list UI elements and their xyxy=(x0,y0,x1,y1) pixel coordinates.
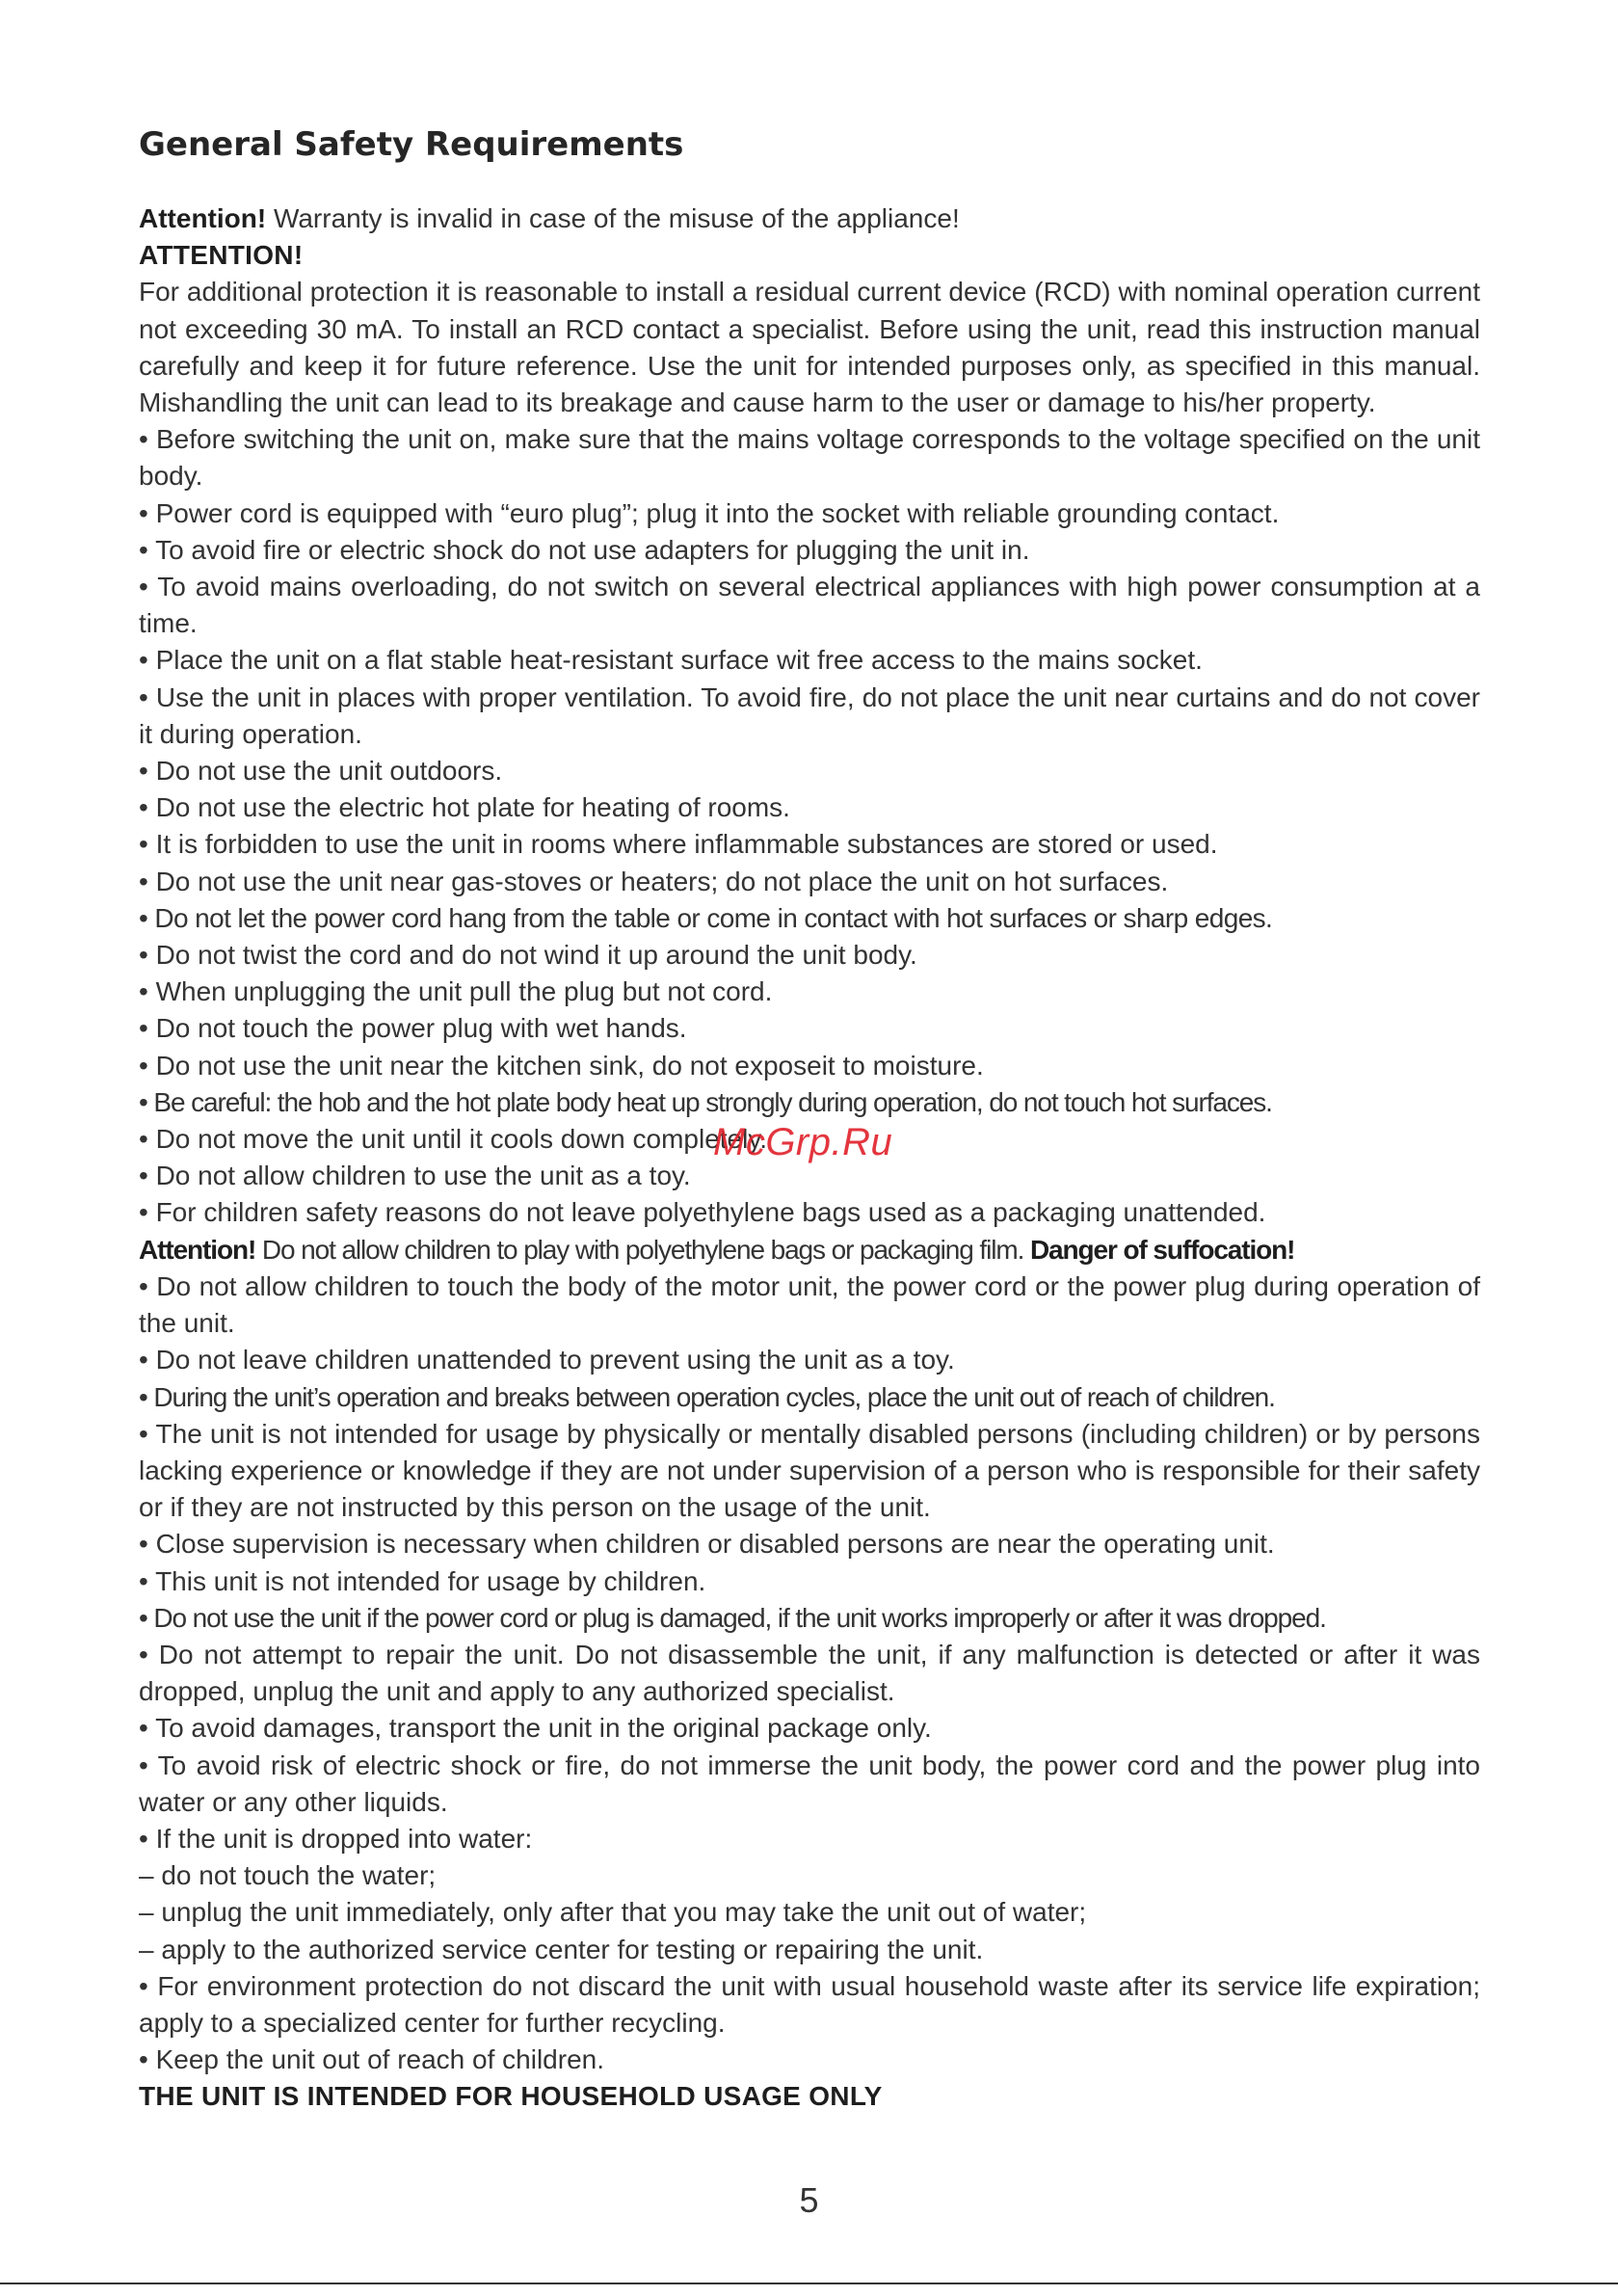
list-item: • When unplugging the unit pull the plug but not cord. xyxy=(139,976,773,1007)
list-item: • If the unit is dropped into water: xyxy=(139,1823,533,1854)
attention-label: Attention! xyxy=(139,203,267,233)
list-item: • Be careful: the hob and the hot plate body heat up strongly during operation, do not touch hot surfaces. xyxy=(139,1086,1272,1117)
attention-text: Do not allow children to play with polyethylene bags or packaging film. xyxy=(255,1234,1030,1265)
attention-heading: ATTENTION! xyxy=(139,240,304,271)
list-item: – unplug the unit immediately, only after that you may take the unit out of water; xyxy=(139,1897,1087,1928)
list-item: – do not touch the water; xyxy=(139,1860,437,1891)
list-item: • Do not allow children to use the unit as a toy. xyxy=(139,1161,691,1191)
list-item: • Keep the unit out of reach of children. xyxy=(139,2044,604,2075)
list-item: • Before switching the unit on, make sure that the mains voltage corresponds to the voltage specified on the unit body. xyxy=(139,424,1480,492)
list-item: • To avoid mains overloading, do not switch on several electrical appliances with high power consumption at a time. xyxy=(139,572,1480,639)
bottom-divider xyxy=(0,2283,1618,2284)
attention-label: Attention! xyxy=(139,1234,256,1265)
list-item: • For environment protection do not discard the unit with usual household waste after its service life expiration; apply to a specialized center for further recycling. xyxy=(139,1970,1480,2038)
list-item: – apply to the authorized service center for testing or repairing the unit. xyxy=(139,1934,984,1964)
list-item: • Close supervision is necessary when children or disabled persons are near the operating unit. xyxy=(139,1529,1275,1560)
list-item: • Place the unit on a flat stable heat-resistant surface wit free access to the mains socket. xyxy=(139,645,1203,676)
warranty-attention xyxy=(139,200,1480,237)
list-item: • To avoid damages, transport the unit in the original package only. xyxy=(139,1713,932,1744)
household-usage-notice: THE UNIT IS INTENDED FOR HOUSEHOLD USAGE ONLY xyxy=(139,2081,883,2112)
list-item: • Do not attempt to repair the unit. Do not disassemble the unit, if any malfunction is detected or after it was dropped, unplug the unit and apply to any authorized specialist. xyxy=(139,1639,1480,1707)
list-item: • Do not use the unit outdoors. xyxy=(139,756,503,787)
list-item: • Do not twist the cord and do not wind it up around the unit body. xyxy=(139,940,917,971)
list-item: • To avoid fire or electric shock do not use adapters for plugging the unit in. xyxy=(139,534,1030,565)
list-item: • Use the unit in places with proper ventilation. To avoid fire, do not place the unit near curtains and do not cover it during operation. xyxy=(139,681,1480,749)
page-title: General Safety Requirements xyxy=(139,125,684,164)
list-item: • To avoid risk of electric shock or fire, do not immerse the unit body, the power cord and the power plug into water or any other liquids. xyxy=(139,1749,1480,1817)
document-page xyxy=(139,123,1480,2116)
list-item: • Do not use the unit if the power cord or plug is damaged, if the unit works improperly or after it was dropped. xyxy=(139,1602,1326,1633)
list-item: • During the unit’s operation and breaks between operation cycles, place the unit out of reach of children. xyxy=(139,1381,1275,1412)
list-item: • Do not use the unit near the kitchen sink, do not exposeit to moisture. xyxy=(139,1050,984,1081)
list-item: • Do not leave children unattended to prevent using the unit as a toy. xyxy=(139,1345,955,1375)
list-item: • Do not touch the power plug with wet hands. xyxy=(139,1013,687,1044)
list-item: • For children safety reasons do not leave polyethylene bags used as a packaging unattended. xyxy=(139,1197,1266,1228)
list-item: • Power cord is equipped with “euro plug”; plug it into the socket with reliable grounding contact. xyxy=(139,497,1280,528)
list-item: • Do not let the power cord hang from the table or come in contact with hot surfaces or sharp edges. xyxy=(139,902,1273,933)
rcd-paragraph: For additional protection it is reasonable to install a residual current device (RCD) with nominal operation current not exceeding 30 mA. To install an RCD contact a specialist. Before using the unit, read this instruction manual carefully and keep it for future reference. Use the unit for intended purposes only, as specified in this manual. Mishandling the unit can lead to its breakage and cause harm to the user or damage to his/her property. xyxy=(139,277,1480,418)
page-number: 5 xyxy=(799,2180,819,2220)
watermark: McGrp.Ru xyxy=(713,1121,893,1163)
list-item: • Do not use the unit near gas-stoves or heaters; do not place the unit on hot surfaces. xyxy=(139,866,1169,896)
list-item: • Do not move the unit until it cools down completely. xyxy=(139,1124,768,1155)
list-item: • It is forbidden to use the unit in rooms where inflammable substances are stored or used. xyxy=(139,829,1218,860)
list-item: • This unit is not intended for usage by children. xyxy=(139,1565,706,1596)
danger-label: Danger of suffocation! xyxy=(1029,1234,1295,1265)
suffocation-attention xyxy=(139,1232,1480,1268)
list-item: • The unit is not intended for usage by physically or mentally disabled persons (including children) or by persons lacking experience or knowledge if they are not under supervision of a person who is responsible for their safety or if they are not instructed by this person on the usage of the unit. xyxy=(139,1418,1480,1523)
warranty-text: Warranty is invalid in case of the misuse of the appliance! xyxy=(266,203,960,233)
list-item: • Do not allow children to touch the body of the motor unit, the power cord or the power plug during operation of the unit. xyxy=(139,1270,1480,1339)
list-item: • Do not use the electric hot plate for heating of rooms. xyxy=(139,792,790,823)
